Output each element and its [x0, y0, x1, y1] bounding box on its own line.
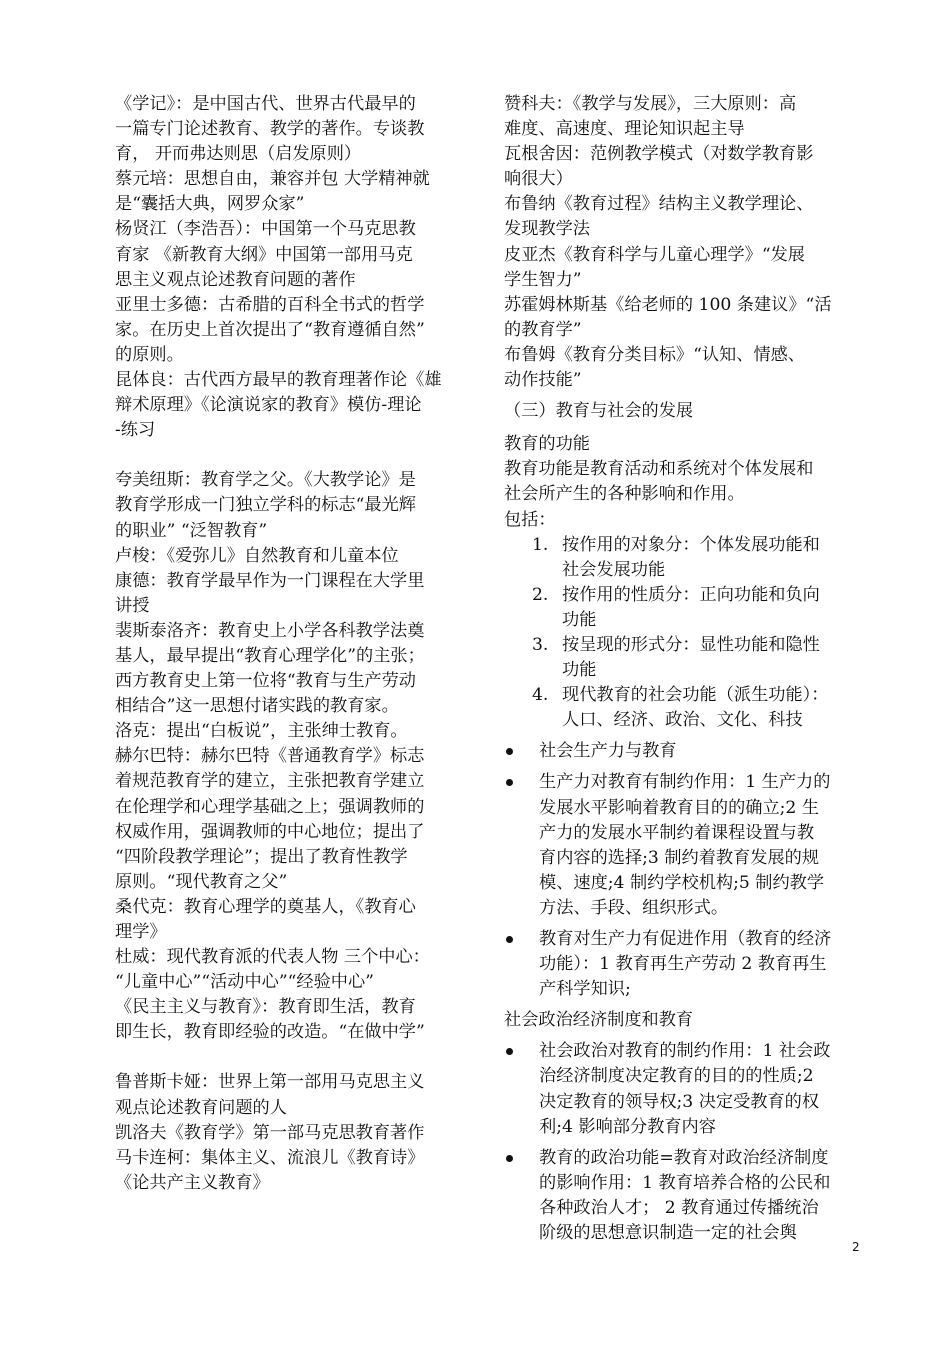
bullet-text-line: 教育对生产力有促进作用（教育的经济: [539, 929, 832, 949]
text-line: 康德：教育学最早作为一门课程在大学里: [115, 570, 425, 591]
text-line: 西方教育史上第一位将“教育与生产劳动: [115, 671, 416, 692]
bullet-text-line: 阶级的思想意识制造一定的社会舆: [539, 1223, 797, 1244]
text-line: 《学记》：是中国古代、世界古代最早的: [115, 94, 416, 114]
bullet-item: [504, 927, 864, 1002]
right-column: [504, 92, 864, 1252]
bullet-dot-icon: [506, 936, 513, 943]
text-line: 《论共产主义教育》: [115, 1172, 270, 1193]
text-line: 着规范教育学的建立，主张把教育学建立: [115, 771, 425, 792]
item-number: 4.: [532, 685, 549, 706]
text-line: 鲁普斯卡娅：世界上第一部用马克思主义: [115, 1072, 425, 1093]
text-line: 动作技能”: [504, 370, 582, 391]
text-line: 裴斯泰洛齐：教育史上小学各科教学法奠: [115, 620, 425, 641]
text-line: 辩术原理》《论演说家的教育》模仿-理论: [115, 395, 422, 416]
text-line: 育家 《新教育大纲》中国第一部用马克: [115, 244, 413, 265]
blank-line: [115, 1045, 475, 1070]
item-text-line: 按呈现的形式分：显性功能和隐性: [562, 634, 820, 655]
text-line: “儿童中心”“活动中心”“经验中心”: [115, 972, 374, 993]
bullet-text-line: 发展水平影响着教育目的的确立;2 生: [539, 797, 820, 818]
bullet-text-line: 生产力对教育有制约作用：1 生产力的: [539, 772, 831, 793]
bullet-text-line: 模、速度;4 制约学校机构;5 制约教学: [539, 872, 825, 893]
text-line: 皮亚杰《教育科学与儿童心理学》“发展: [504, 244, 805, 265]
bullet-dot-icon: [506, 1048, 513, 1055]
section-heading: （三）教育与社会的发展: [504, 401, 694, 422]
text-line: 杨贤江（李浩吾）：中国第一个马克思教: [115, 219, 416, 240]
page-number: 2: [852, 1240, 860, 1254]
text-line: 思主义观点论述教育问题的著作: [115, 269, 356, 290]
text-line: 相结合”这一思想付诸实践的教育家。: [115, 696, 399, 717]
item-text-line: 社会发展功能: [562, 559, 666, 580]
item-text-line: 功能: [562, 609, 597, 630]
bullet-item: [504, 770, 864, 921]
text-line: 布鲁姆《教育分类目标》“认知、情感、: [504, 344, 805, 365]
text-line: 教育功能是教育活动和系统对个体发展和: [504, 459, 814, 480]
bullet-text-line: 社会政治对教育的制约作用：1 社会政: [539, 1041, 831, 1062]
text-line: 教育学形成一门独立学科的标志“最光辉: [115, 495, 416, 516]
text-line: 赫尔巴特：赫尔巴特《普通教育学》标志: [115, 746, 425, 767]
text-line: 包括：: [504, 509, 556, 530]
text-line: 苏霍姆林斯基《给老师的 100 条建议》“活: [504, 294, 832, 315]
bullet-text-line: 方法、手段、组织形式。: [539, 897, 729, 918]
bullet-dot-icon: [506, 1155, 513, 1162]
bullet-item: [504, 1146, 864, 1246]
text-line: 昆体良：古代西方最早的教育理著作论《雄: [115, 370, 442, 391]
text-line: 一篇专门论述教育、教学的著作。专谈教: [115, 119, 425, 140]
politics-subheading: 社会政治经济制度和教育: [504, 1010, 694, 1031]
bullet-item: [504, 1039, 864, 1139]
text-line: 布鲁纳《教育过程》结构主义教学理论、: [504, 194, 814, 215]
text-line: 是“囊括大典，网罗众家”: [115, 194, 305, 215]
bullet-text-line: 各种政治人才； 2 教育通过传播统治: [539, 1197, 819, 1218]
politics-bullets: [504, 1039, 864, 1246]
text-line: 观点论述教育问题的人: [115, 1097, 287, 1118]
item-text-line: 按作用的性质分：正向功能和负向: [562, 584, 820, 605]
text-line: 的职业” “泛智教育”: [115, 520, 268, 541]
bullet-dot-icon: [506, 779, 513, 786]
text-line: 讲授: [115, 595, 150, 616]
bullet-text-line: 治经济制度决定教育的目的的性质;2: [539, 1066, 814, 1087]
text-line: 权威作用，强调教师的中心地位；提出了: [115, 821, 425, 842]
text-line: 的教育学”: [504, 319, 582, 340]
left-column: [115, 92, 475, 1196]
bullet-text-line: 产力的发展水平制约着课程设置与教: [539, 822, 815, 843]
text-line: 蔡元培：思想自由，兼容并包 大学精神就: [115, 169, 430, 190]
item-number: 3.: [532, 634, 549, 655]
text-line: 夸美纽斯：教育学之父。《大教学论》是: [115, 470, 416, 491]
item-text-line: 现代教育的社会功能（派生功能）：: [562, 685, 829, 706]
bullet-text-line: 社会生产力与教育: [539, 741, 677, 762]
bullet-text-line: 育内容的选择;3 制约着教育发展的规: [539, 847, 820, 868]
numbered-item: [504, 633, 864, 683]
text-line: 桑代克：教育心理学的奠基人，《教育心: [115, 896, 416, 917]
bullet-text-line: 教育的政治功能=教育对政治经济制度: [539, 1147, 829, 1168]
numbered-item: [504, 683, 864, 733]
function-definition: [504, 457, 864, 532]
text-line: 的原则。: [115, 344, 184, 365]
item-text-line: 按作用的对象分：个体发展功能和: [562, 534, 820, 555]
text-line: 学生智力”: [504, 269, 582, 290]
text-line: 在伦理学和心理学基础之上；强调教师的: [115, 796, 425, 817]
text-line: 理学》: [115, 922, 167, 942]
productivity-bullets: [504, 739, 864, 1002]
text-line: 社会所产生的各种影响和作用。: [504, 484, 745, 505]
bullet-item: [504, 739, 864, 764]
item-text-line: 人口、经济、政治、文化、科技: [562, 710, 803, 731]
item-number: 1.: [532, 534, 549, 555]
text-line: 即生长，教育即经验的改造。“在做中学”: [115, 1022, 425, 1043]
function-title: 教育的功能: [504, 434, 590, 455]
text-line: 育， 开而弗达则思（启发原则）: [115, 144, 362, 165]
educator-list: [504, 92, 864, 393]
text-line: 发现教学法: [504, 219, 590, 240]
bullet-dot-icon: [506, 748, 513, 755]
bullet-text-line: 功能）：1 教育再生产劳动 2 教育再生: [539, 954, 827, 975]
text-line: 杜威：现代教育派的代表人物 三个中心：: [115, 947, 430, 968]
blank-line: [115, 443, 475, 468]
text-line: “四阶段教学理论”；提出了教育性教学: [115, 846, 408, 867]
text-line: -练习: [115, 420, 156, 441]
text-line: 洛克：提出“白板说”，主张绅士教育。: [115, 721, 408, 742]
text-line: 响很大）: [504, 169, 573, 190]
bullet-text-line: 决定教育的领导权;3 决定受教育的权: [539, 1091, 820, 1112]
bullet-text-line: 产科学知识;: [539, 979, 631, 1000]
text-line: 原则。“现代教育之父”: [115, 871, 288, 892]
function-numbered-list: [504, 533, 864, 734]
text-line: 基人，最早提出“教育心理学化”的主张；: [115, 645, 425, 666]
item-number: 2.: [532, 584, 549, 605]
numbered-item: [504, 583, 864, 633]
numbered-item: [504, 533, 864, 583]
text-line: 难度、高速度、理论知识起主导: [504, 119, 745, 140]
text-line: 亚里士多德：古希腊的百科全书式的哲学: [115, 294, 425, 315]
text-line: 凯洛夫《教育学》第一部马克思教育著作: [115, 1122, 425, 1143]
text-line: 卢梭：《爱弥儿》自然教育和儿童本位: [115, 545, 399, 566]
text-line: 家。在历史上首次提出了“教育遵循自然”: [115, 319, 425, 340]
bullet-text-line: 利;4 影响部分教育内容: [539, 1116, 716, 1137]
text-line: 瓦根舍因：范例教学模式（对数学教育影: [504, 144, 814, 165]
bullet-text-line: 的影响作用：1 教育培养合格的公民和: [539, 1172, 831, 1193]
text-line: 赞科夫：《教学与发展》，三大原则：高: [504, 94, 797, 114]
text-line: 《民主主义与教育》：教育即生活，教育: [115, 997, 416, 1018]
item-text-line: 功能: [562, 660, 597, 681]
text-line: 马卡连柯：集体主义、流浪儿《教育诗》: [115, 1147, 425, 1168]
